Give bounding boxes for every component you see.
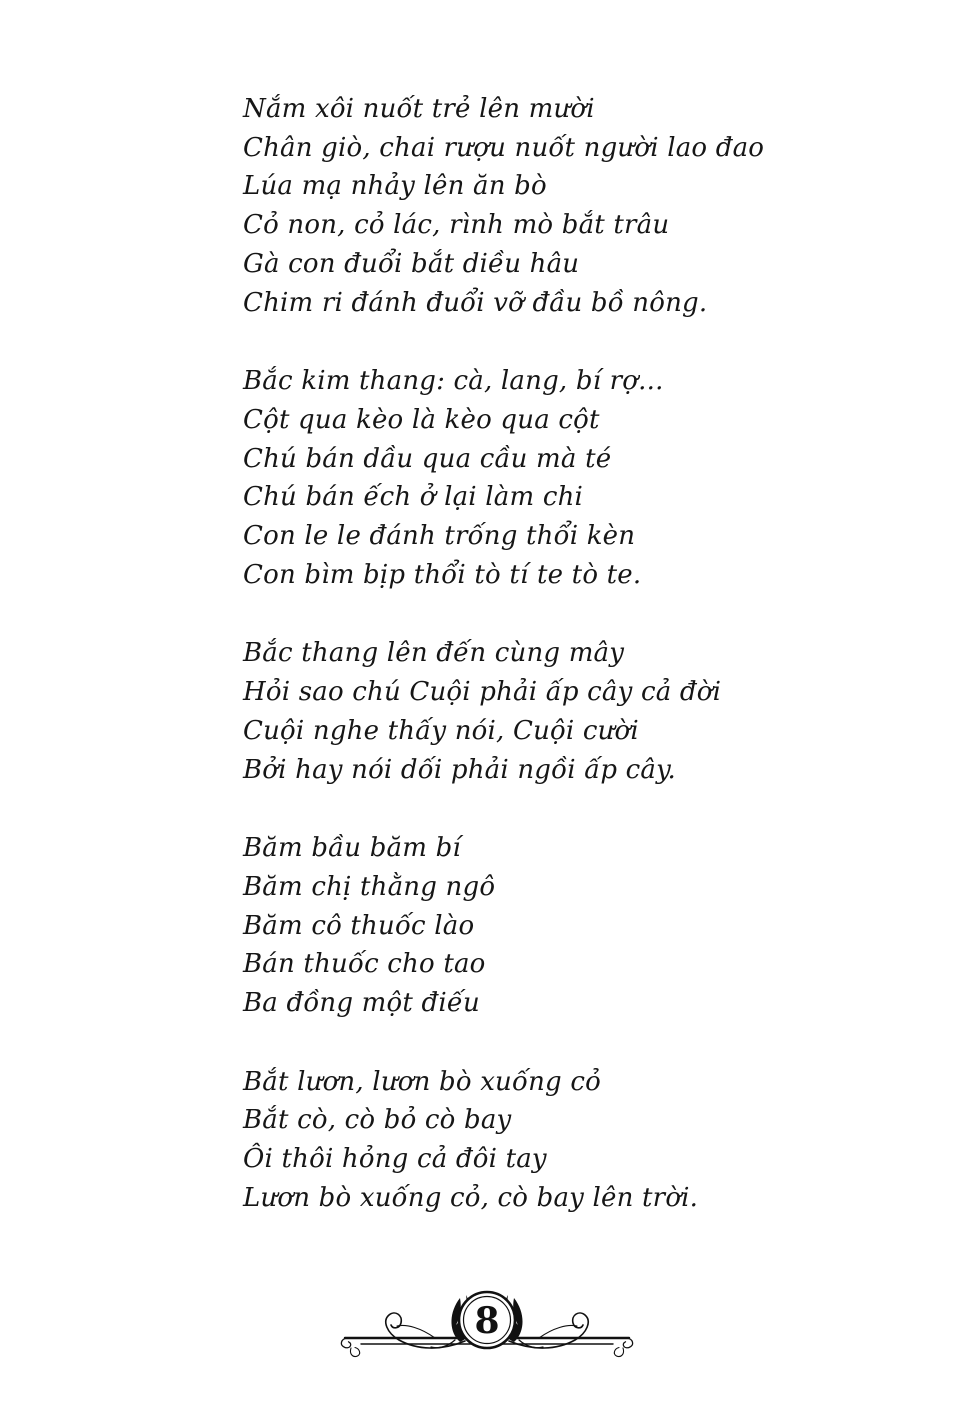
- poem-line: Bắc thang lên đến cùng mây: [243, 638, 625, 669]
- poem-line: Hỏi sao chú Cuội phải ấp cây cả đời: [243, 677, 722, 708]
- flourish-divider-icon: [337, 1278, 637, 1378]
- poem-line: Con bìm bịp thổi tò tí te tò te.: [243, 559, 642, 590]
- poem-stanza: [243, 362, 803, 594]
- poem-line: Cỏ non, cỏ lác, rình mò bắt trâu: [243, 210, 670, 241]
- poem-line: Lươn bò xuống cỏ, cò bay lên trời.: [243, 1182, 699, 1213]
- poem-line: Cuội nghe thấy nói, Cuội cười: [243, 715, 639, 746]
- poem-line: Băm chị thằng ngô: [243, 871, 496, 902]
- poem-line: Lúa mạ nhảy lên ăn bò: [243, 171, 547, 202]
- poem-line: Băm bầu băm bí: [243, 833, 461, 864]
- poem-line: Ba đồng một điếu: [243, 988, 480, 1019]
- poem-line: Chú bán ếch ở lại làm chi: [243, 482, 584, 513]
- poem-line: Nắm xôi nuốt trẻ lên mười: [243, 94, 595, 124]
- poem-line: Bán thuốc cho tao: [243, 949, 486, 980]
- poem-stanza: [243, 634, 803, 789]
- poem-line: Bắt lươn, lươn bò xuống cỏ: [243, 1066, 601, 1097]
- poem-line: Chân giò, chai rượu nuốt người lao đao: [243, 132, 765, 163]
- poem-line: Chim ri đánh đuổi vỡ đầu bồ nông.: [243, 287, 708, 318]
- poem-line: Chú bán dầu qua cầu mà té: [243, 443, 612, 474]
- poem-line: Băm cô thuốc lào: [243, 910, 475, 941]
- poem-line: Ôi thôi hỏng cả đôi tay: [243, 1144, 547, 1175]
- poem-line: Con le le đánh trống thổi kèn: [243, 521, 636, 552]
- poem-stanza: [243, 1063, 803, 1218]
- poem-line: Bắc kim thang: cà, lang, bí rợ...: [243, 366, 664, 397]
- left-flourish: [341, 1295, 474, 1357]
- poem-line: Cột qua kèo là kèo qua cột: [243, 404, 600, 435]
- footer-ornament: [337, 1278, 637, 1378]
- page-number: 8: [474, 1300, 500, 1342]
- poem-stanza: [243, 829, 803, 1023]
- poem-line: Bởi hay nói dối phải ngồi ấp cây.: [243, 754, 676, 785]
- poem-stanza: [243, 90, 803, 322]
- poem-text-block: [243, 90, 803, 1258]
- poem-line: Bắt cò, cò bỏ cò bay: [243, 1105, 512, 1136]
- right-flourish: [500, 1295, 633, 1357]
- poem-line: Gà con đuổi bắt diều hâu: [243, 248, 580, 279]
